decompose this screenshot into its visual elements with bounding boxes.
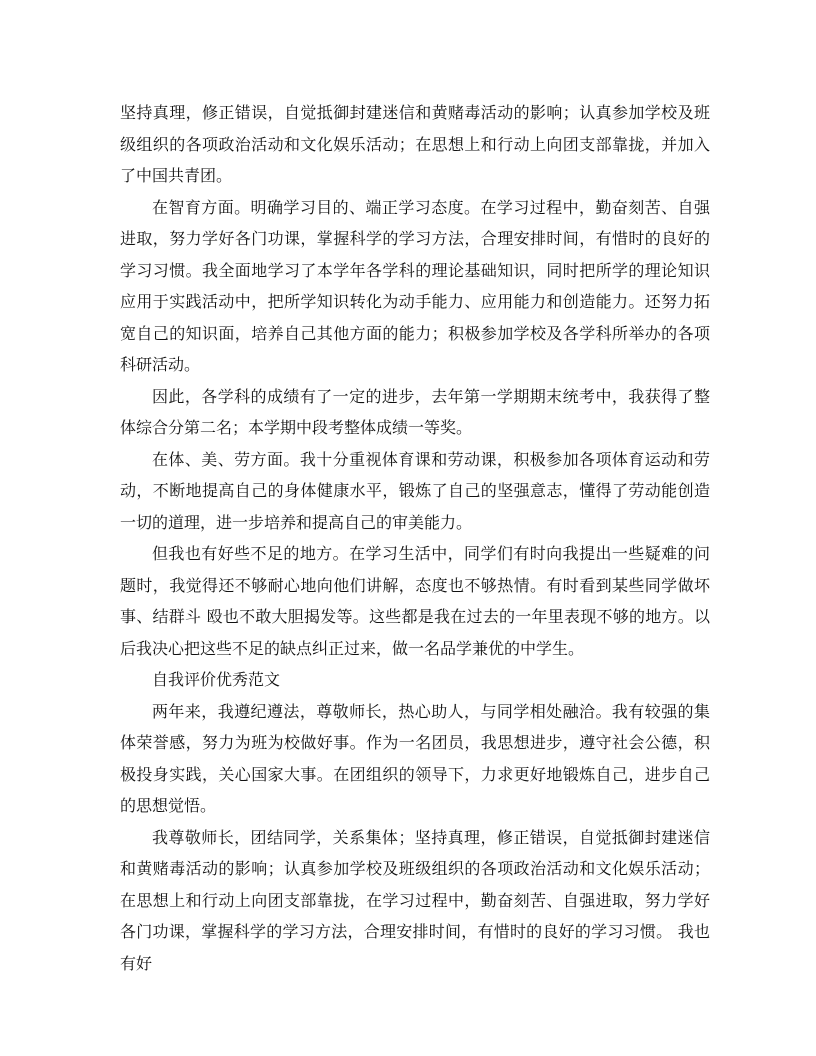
paragraph-two-years: 两年来，我遵纪遵法，尊敬师长，热心助人，与同学相处融洽。我有较强的集体荣誉感，努力为班为校做好事。作为一名团员，我思想进步，遵守社会公德，积极投身实践，关心国家大事。在团组织的领导下，力求更好地锻炼自己，进步自己的思想觉悟。 bbox=[120, 701, 710, 815]
document-body bbox=[120, 97, 710, 979]
paragraph-physical: 在体、美、劳方面。我十分重视体育课和劳动课，积极参加各项体育运动和劳动，不断地提高自己的身体健康水平，锻炼了自己的坚强意志，懂得了劳动能创造一切的道理，进一步培养和提高自己的审美能力。 bbox=[120, 449, 710, 532]
section-heading: 自我评价优秀范文 bbox=[152, 670, 281, 689]
paragraph-grades: 因此，各学科的成绩有了一定的进步，去年第一学期期末统考中，我获得了整体综合分第二名；本学期中段考整体成绩一等奖。 bbox=[120, 386, 710, 437]
paragraph-intellectual: 在智育方面。明确学习目的、端正学习态度。在学习过程中，勤奋刻苦、自强进取，努力学好各门功课，掌握科学的学习方法，合理安排时间，有惜时的良好的学习习惯。我全面地学习了本学年各学科的理论基础知识，同时把所学的理论知识应用于实践活动中，把所学知识转化为动手能力、应用能力和创造能力。还努力拓宽自己的知识面，培养自己其他方面的能力；积极参加学校及各学科所举办的各项科研活动。 bbox=[120, 197, 710, 374]
paragraph-respect: 我尊敬师长，团结同学，关系集体；坚持真理，修正错误，自觉抵御封建迷信和黄赌毒活动的影响；认真参加学校及班级组织的各项政治活动和文化娱乐活动；在思想上和行动上向团支部靠拢，在学习过程中，勤奋刻苦、自强进取，努力学好各门功课，掌握科学的学习方法，合理安排时间，有惜时的良好的学习习惯。 我也有好 bbox=[120, 827, 710, 973]
paragraph-shortcomings: 但我也有好些不足的地方。在学习生活中，同学们有时向我提出一些疑难的问题时，我觉得还不够耐心地向他们讲解，态度也不够热情。有时看到某些同学做坏事、结群斗 殴也不敢大胆揭发等。这些都是我在过去的一年里表现不够的地方。以后我决心把这些不足的缺点纠正过来，做一名品学兼优的中学生。 bbox=[120, 544, 710, 658]
paragraph-continuation: 坚持真理，修正错误，自觉抵御封建迷信和黄赌毒活动的影响；认真参加学校及班级组织的各项政治活动和文化娱乐活动；在思想上和行动上向团支部靠拢，并加入了中国共青团。 bbox=[120, 103, 710, 185]
